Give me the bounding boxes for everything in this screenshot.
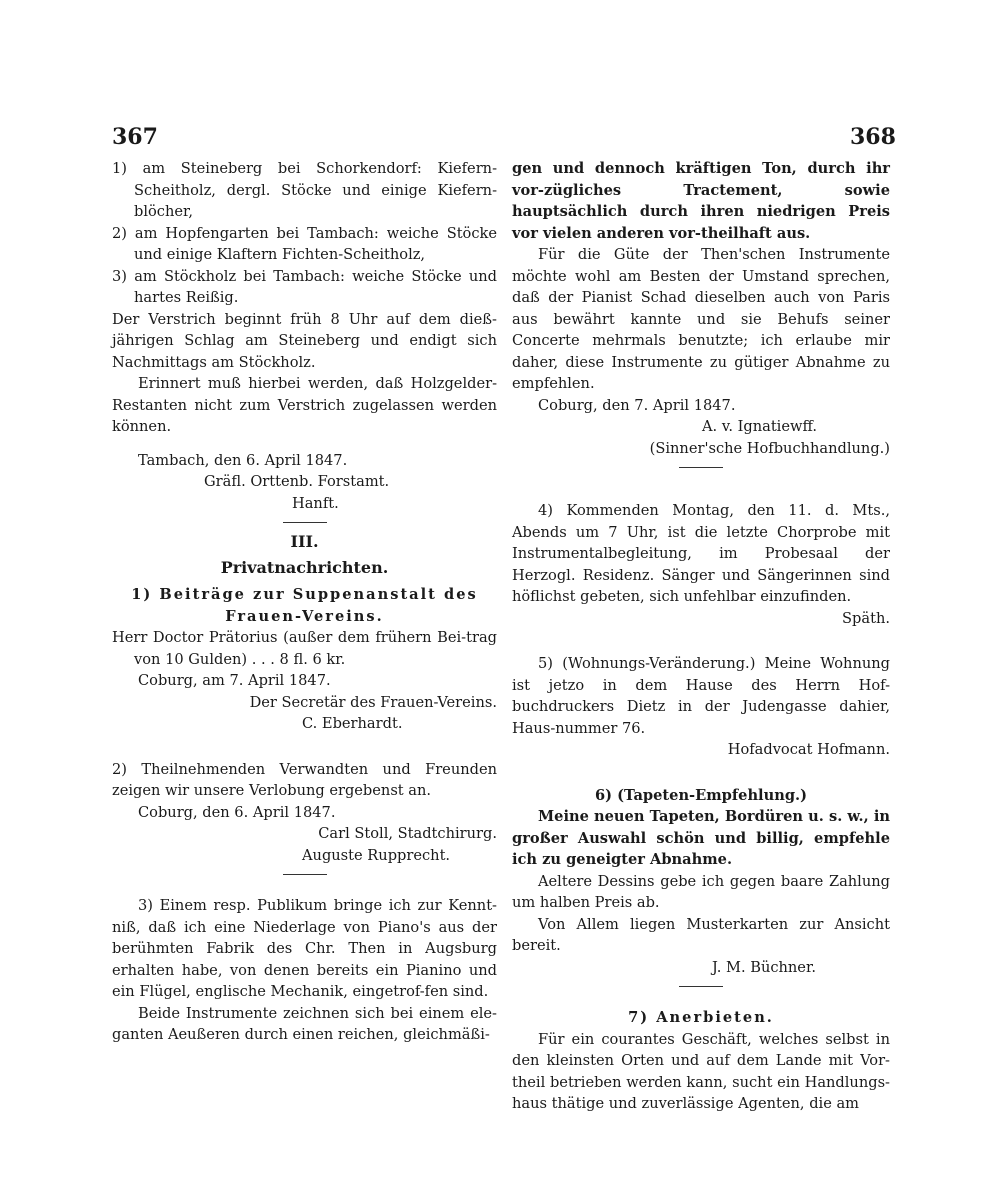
paragraph: 3) Einem resp. Publikum bringe ich zur Kennt-niß, daß ich eine Niederlage von Piano's aus der berühmten Fabrik des Chr. Then in Augsburg erhalten habe, von denen bereits ein Pianino und ein Flügel, englische Mechanik, eingetrof-fen sind. — [112, 897, 497, 1000]
paragraph: 2) Theilnehmenden Verwandten und Freunden zeigen wir unsere Verlobung ergebenst an. — [112, 760, 497, 799]
signer: Hofadvocat Hofmann. — [727, 741, 890, 758]
signer: Hanft. — [292, 494, 339, 512]
paragraph: 4) Kommenden Montag, den 11. d. Mts., Abends um 7 Uhr, ist die letzte Chorprobe mit Instrumentalbegleitung, im Probesaal der Herzogl. Residenz. Sänger und Sängerinnen sind höflichst gebeten, sich unfehlbar einzufinden. — [512, 502, 890, 605]
list-item: 3) am Stöckholz bei Tambach: weiche Stöcke und hartes Reißig. — [112, 267, 497, 306]
signer: Carl Stoll, Stadtchirurg. — [318, 825, 497, 842]
dateline: Tambach, den 6. April 1847. — [138, 451, 348, 469]
signer: (Sinner'sche Hofbuchhandlung.) — [649, 439, 890, 457]
paragraph: Meine neuen Tapeten, Bordüren u. s. w., in großer Auswahl schön und billig, empfehle ich zu geneigter Abnahme. — [512, 808, 890, 868]
signer: A. v. Ignatiewff. — [702, 418, 817, 435]
paragraph: Der Verstrich beginnt früh 8 Uhr auf dem dieß-jährigen Schlag am Steineberg und endigt sich Nachmittags am Stöckholz. — [112, 310, 497, 371]
signer: Späth. — [842, 609, 890, 627]
left-column — [112, 158, 497, 1046]
list-item: 1) am Steineberg bei Schorkendorf: Kiefern-Scheitholz, dergl. Stöcke und einige Kiefern-blöcher, — [112, 160, 497, 220]
signer: J. M. Büchner. — [712, 958, 816, 976]
paragraph: Aeltere Dessins gebe ich gegen baare Zahlung um halben Preis ab. — [512, 872, 890, 911]
notice-title: 6) (Tapeten-Empfehlung.) — [594, 786, 808, 804]
paragraph: Erinnert muß hierbei werden, daß Holzgelder-Restanten nicht zum Verstrich zugelassen werden können. — [112, 375, 497, 435]
list-item: 2) am Hopfengarten bei Tambach: weiche Stöcke und einige Klaftern Fichten-Scheitholz, — [112, 224, 497, 263]
divider — [283, 522, 327, 523]
paragraph: Für ein courantes Geschäft, welches selbst in den kleinsten Orten und auf dem Lande mit Vor-theil betrieben werden kann, sucht ein Handlungs-haus thätige und zuverlässige Agenten, die am — [512, 1030, 890, 1112]
divider — [283, 874, 327, 875]
signer: C. Eberhardt. — [302, 715, 403, 732]
paragraph: gen und dennoch kräftigen Ton, durch ihr vor-zügliches Tractement, sowie hauptsächlich durch ihren niedrigen Preis vor vielen anderen vor-theilhaft aus. — [512, 160, 890, 242]
notice-title: 7) Anerbieten. — [628, 1009, 774, 1026]
page-number-right: 368 — [850, 124, 896, 150]
divider — [679, 986, 723, 987]
dateline: Coburg, den 6. April 1847. — [138, 803, 336, 821]
right-column — [512, 158, 890, 1115]
dateline: Coburg, den 7. April 1847. — [538, 396, 736, 414]
page-number-left: 367 — [112, 124, 158, 150]
paragraph: Beide Instrumente zeichnen sich bei einem ele-ganten Aeußeren durch einen reichen, gleichmäßi- — [112, 1004, 497, 1043]
paragraph: Für die Güte der Then'schen Instrumente möchte wohl am Besten der Umstand sprechen, daß der Pianist Schad dieselben auch von Paris aus bewährt kannte und sie Behufs seiner Concerte mehrmals benutzte; ich erlaube mir daher, diese Instrumente zu gütiger Abnahme zu empfehlen. — [512, 246, 890, 392]
authority: Gräfl. Orttenb. Forstamt. — [204, 473, 390, 490]
divider — [679, 467, 723, 468]
notice-title: 1) Beiträge zur Suppenanstalt des Frauen-Vereins. — [131, 586, 478, 625]
signer: Der Secretär des Frauen-Vereins. — [249, 693, 497, 711]
paragraph: Herr Doctor Prätorius (außer dem frühern Bei-trag von 10 Gulden) . . . 8 fl. 6 kr. — [112, 629, 497, 668]
section-title: Privatnachrichten. — [220, 557, 389, 577]
dateline: Coburg, am 7. April 1847. — [138, 672, 331, 689]
signer: Auguste Rupprecht. — [302, 846, 451, 864]
paragraph: 5) (Wohnungs-Veränderung.) Meine Wohnung ist jetzo in dem Hause des Herrn Hof-buchdruckers Dietz in der Judengasse dahier, Haus-nummer 76. — [512, 655, 890, 737]
paragraph: Von Allem liegen Musterkarten zur Ansicht bereit. — [512, 915, 890, 954]
section-number: III. — [290, 532, 319, 551]
